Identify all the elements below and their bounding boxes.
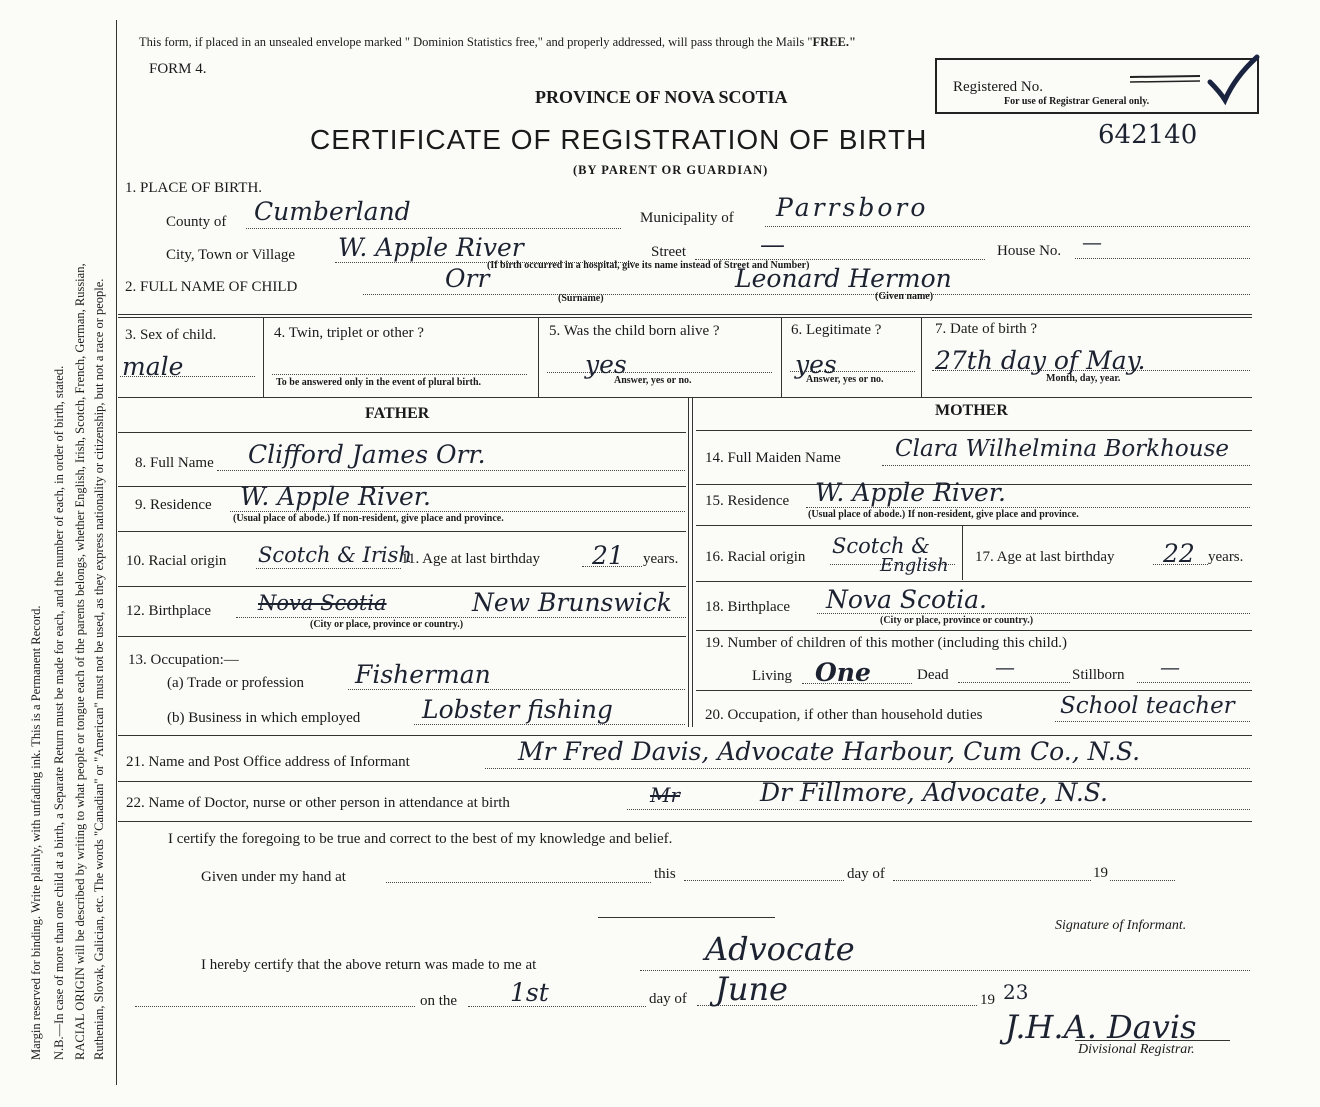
- mother-racial-2: English: [880, 555, 949, 576]
- mother-birthplace: Nova Scotia.: [826, 585, 987, 614]
- mother-residence-note: (Usual place of abode.) If non-resident, give place and province.: [808, 509, 1079, 520]
- father-birthplace-struck: Nova Scotia: [258, 591, 387, 615]
- municipality-value: Parrsboro: [776, 193, 929, 222]
- city-label: City, Town or Village: [166, 247, 296, 263]
- mother-birthplace-note: (City or place, province or country.): [880, 615, 1034, 626]
- dob-value: 27th day of May.: [935, 346, 1146, 375]
- street-value: —: [760, 230, 785, 259]
- father-years-label: years.: [643, 551, 679, 567]
- form-left-border: [116, 20, 117, 1085]
- mother-age: 22: [1163, 539, 1195, 568]
- child-surname: Orr: [445, 264, 490, 293]
- on-day-value: 1st: [510, 978, 549, 1007]
- year-prefix: 19: [1093, 865, 1108, 881]
- margin-note-racial-origin: RACIAL ORIGIN will be described by writing to what people or tongue each of the parents belongs, whether English, Irish, Scotch, French, German, Russian,: [73, 263, 87, 1060]
- house-value: —: [1082, 230, 1102, 254]
- sex-label: 3. Sex of child.: [125, 327, 217, 343]
- living-label: Living: [752, 668, 792, 684]
- father-trade: Fisherman: [355, 660, 491, 689]
- father-birthplace-label: 12. Birthplace: [126, 603, 211, 619]
- return-made-label: I hereby certify that the above return was made to me at: [201, 957, 537, 973]
- signature-informant-label: Signature of Informant.: [1055, 918, 1187, 933]
- certification-statement: I certify the foregoing to be true and correct to the best of my knowledge and belief.: [168, 831, 673, 847]
- city-value: W. Apple River: [338, 233, 524, 262]
- father-residence-label: 9. Residence: [135, 497, 212, 513]
- father-heading: FATHER: [365, 405, 430, 422]
- mother-years-label: years.: [1208, 549, 1244, 565]
- mother-occupation: School teacher: [1060, 693, 1235, 719]
- living-value: One: [815, 658, 871, 687]
- alive-label: 5. Was the child born alive ?: [549, 323, 720, 339]
- doctor-value: Dr Fillmore, Advocate, N.S.: [760, 778, 1108, 807]
- father-name: Clifford James Orr.: [248, 440, 486, 469]
- mother-racial-label: 16. Racial origin: [705, 549, 806, 565]
- county-value: Cumberland: [254, 197, 411, 226]
- mother-name: Clara Wilhelmina Borkhouse: [895, 436, 1229, 462]
- doctor-struck: Mr: [650, 783, 681, 807]
- father-age-label: 11. Age at last birthday: [401, 551, 540, 567]
- checkmark-icon: [1125, 52, 1265, 107]
- municipality-label: Municipality of: [640, 210, 734, 226]
- father-racial-label: 10. Racial origin: [126, 553, 227, 569]
- sex-value: male: [122, 352, 184, 381]
- informant-label: 21. Name and Post Office address of Informant: [126, 754, 410, 770]
- stillborn-label: Stillborn: [1072, 667, 1125, 683]
- father-birthplace: New Brunswick: [472, 588, 672, 617]
- registrar-signature: J.H.A. Davis: [1005, 1008, 1197, 1046]
- father-trade-label: (a) Trade or profession: [167, 675, 305, 691]
- this-label: this: [654, 866, 676, 882]
- given-under-hand-label: Given under my hand at: [201, 869, 346, 885]
- legitimate-label: 6. Legitimate ?: [791, 322, 882, 338]
- street-label: Street: [651, 244, 686, 260]
- certificate-subtitle: (BY PARENT OR GUARDIAN): [573, 163, 769, 177]
- form-number: FORM 4.: [149, 61, 207, 77]
- father-residence-note: (Usual place of abode.) If non-resident, give place and province.: [233, 513, 504, 524]
- mother-residence: W. Apple River.: [815, 478, 1006, 507]
- mother-heading: MOTHER: [935, 402, 1008, 419]
- mother-age-label: 17. Age at last birthday: [975, 549, 1115, 565]
- margin-note-binding: Margin reserved for binding. Write plainly, with unfading ink. This is a Permanent Record.: [29, 605, 43, 1060]
- mother-racial: Scotch &: [832, 534, 930, 558]
- county-label: County of: [166, 214, 227, 230]
- mother-children-label: 19. Number of children of this mother (including this child.): [705, 635, 1068, 651]
- child-name-label: 2. FULL NAME OF CHILD: [125, 279, 298, 295]
- stillborn-value: —: [1160, 655, 1180, 679]
- certificate-number: 642140: [1098, 120, 1198, 150]
- dead-label: Dead: [917, 667, 949, 683]
- informant-value: Mr Fred Davis, Advocate Harbour, Cum Co., N.S.: [518, 737, 1141, 766]
- father-birthplace-note: (City or place, province or country.): [310, 619, 464, 630]
- doctor-label: 22. Name of Doctor, nurse or other person in attendance at birth: [126, 795, 510, 811]
- day-of-label: day of: [847, 866, 885, 882]
- father-name-label: 8. Full Name: [135, 455, 214, 471]
- given-name-caption: (Given name): [875, 291, 934, 302]
- twin-note: To be answered only in the event of plural birth.: [276, 377, 482, 388]
- mother-residence-label: 15. Residence: [705, 493, 790, 509]
- certificate-title: CERTIFICATE OF REGISTRATION OF BIRTH: [310, 124, 928, 155]
- divisional-registrar-label: Divisional Registrar.: [1078, 1042, 1195, 1057]
- father-occupation-label: 13. Occupation:—: [128, 652, 239, 668]
- mother-occupation-label: 20. Occupation, if other than household duties: [705, 707, 983, 723]
- dead-value: —: [995, 655, 1015, 679]
- margin-note-plural-birth: N.B.—In case of more than one child at a birth, a Separate Return must be made for each, and the number of each, in order of birth, stated.: [52, 365, 66, 1060]
- surname-caption: (Surname): [558, 293, 604, 304]
- father-business-label: (b) Business in which employed: [167, 710, 361, 726]
- hospital-note: (If birth occurred in a hospital, give its name instead of Street and Number): [487, 260, 810, 271]
- father-business: Lobster fishing: [422, 695, 613, 724]
- year-prefix-2: 19: [980, 992, 995, 1008]
- twin-label: 4. Twin, triplet or other ?: [274, 325, 424, 341]
- mother-birthplace-label: 18. Birthplace: [705, 599, 790, 615]
- house-label: House No.: [997, 243, 1062, 259]
- on-the-label: on the: [420, 993, 458, 1009]
- return-place: Advocate: [705, 930, 855, 968]
- legitimate-note: Answer, yes or no.: [806, 374, 884, 385]
- registered-number-label: Registered No.: [953, 79, 1043, 95]
- year-value: 23: [1003, 980, 1029, 1004]
- alive-note: Answer, yes or no.: [614, 375, 692, 386]
- alive-value: yes: [585, 350, 627, 379]
- child-given-name: Leonard Hermon: [735, 264, 952, 293]
- registered-number-note: For use of Registrar General only.: [1004, 96, 1150, 107]
- mail-notice: This form, if placed in an unsealed envelope marked " Dominion Statistics free," and properly addressed, will pass through the Mails "FREE.": [139, 35, 856, 49]
- mother-name-label: 14. Full Maiden Name: [705, 450, 841, 466]
- day-of-label-2: day of: [649, 991, 687, 1007]
- province-heading: PROVINCE OF NOVA SCOTIA: [535, 87, 788, 107]
- month-value: June: [715, 970, 788, 1008]
- dob-label: 7. Date of birth ?: [935, 321, 1038, 337]
- legitimate-value: yes: [795, 350, 837, 379]
- father-residence: W. Apple River.: [240, 482, 431, 511]
- margin-note-racial-origin-2: Ruthenian, Slovak, Galician, etc. The words "Canadian" or "American" must not be used, as they express nationality or citizenship, but not a race or people.: [92, 278, 106, 1060]
- dob-note: Month, day, year.: [1046, 373, 1121, 384]
- father-racial: Scotch & Irish: [258, 543, 412, 567]
- place-of-birth-label: 1. PLACE OF BIRTH.: [125, 180, 263, 196]
- father-age: 21: [592, 541, 624, 570]
